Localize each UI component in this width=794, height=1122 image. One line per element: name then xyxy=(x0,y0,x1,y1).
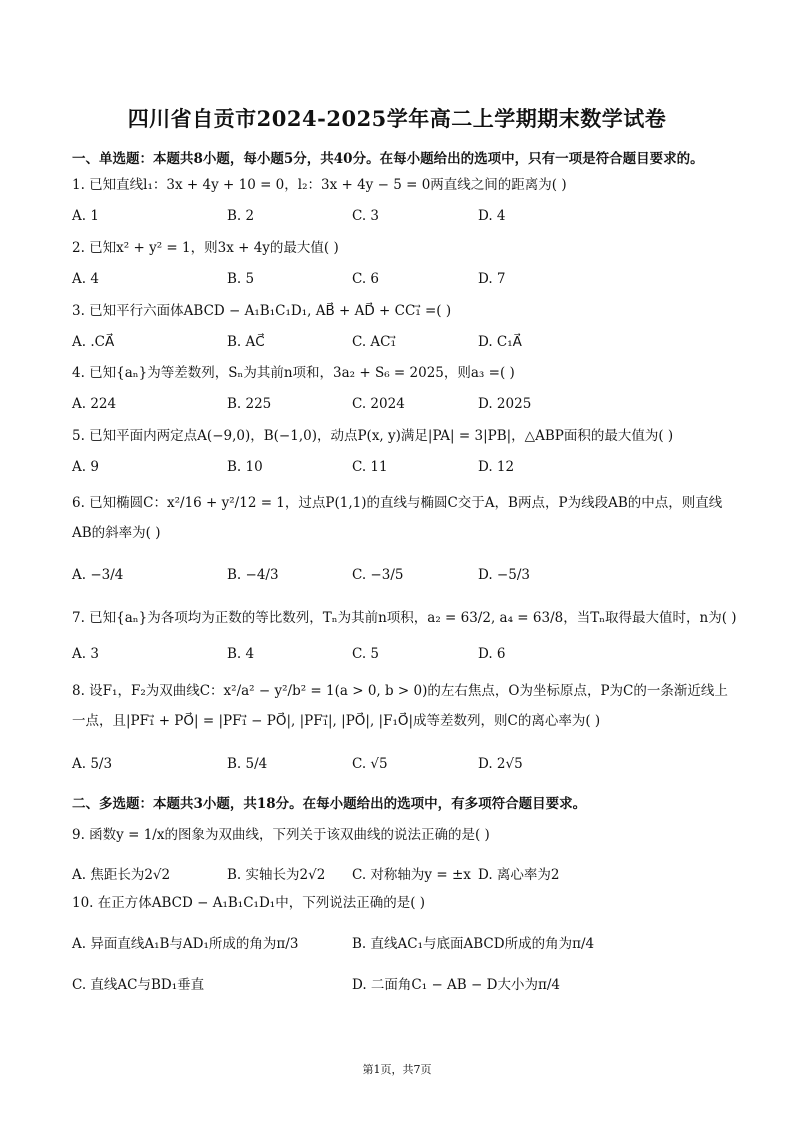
option-c: C. −3/5 xyxy=(352,567,404,583)
option-d: D. 二面角C₁ − AB − D大小为π/4 xyxy=(352,977,560,993)
question-7: 7. 已知{aₙ}为各项均为正数的等比数列，Tₙ为其前n项积，a₂ = 63/2, a₄ = 63/8，当Tₙ取得最大值时，n为( ) xyxy=(72,610,737,626)
question-8: 8. 设F₁，F₂为双曲线C：x²/a² − y²/b² = 1(a > 0, b > 0)的左右焦点，O为坐标原点，P为C的一条渐近线上一点，且|PF₁⃗ + PO⃗| = |PF₁⃗ − PO⃗|, |PF₁⃗|, |PO⃗|, |F₁O⃗|成等差数列，则C的离心率为( ) xyxy=(72,683,728,729)
option-c: C. 直线AC与BD₁垂直 xyxy=(72,977,205,993)
option-d: D. −5/3 xyxy=(478,567,530,583)
option-b: B. −4/3 xyxy=(227,567,279,583)
option-c: C. 5 xyxy=(352,646,380,662)
option-a: A. 5/3 xyxy=(72,756,113,772)
option-d: D. 2√5 xyxy=(478,756,523,772)
option-b: B. 4 xyxy=(227,646,255,662)
question-7-options xyxy=(72,646,732,668)
question-6: 6. 已知椭圆C：x²/16 + y²/12 = 1，过点P(1,1)的直线与椭圆C交于A，B两点，P为线段AB的中点，则直线AB的斜率为( ) xyxy=(72,495,723,541)
question-4-options xyxy=(72,396,732,418)
question-9: 9. 函数y = 1/x的图象为双曲线，下列关于该双曲线的说法正确的是( ) xyxy=(72,827,490,843)
option-d: D. C₁A⃗ xyxy=(478,334,522,350)
question-1: 1. 已知直线l₁：3x + 4y + 10 = 0，l₂：3x + 4y − 5 = 0两直线之间的距离为( ) xyxy=(72,177,567,193)
page-title: 四川省自贡市2024-2025学年高二上学期期末数学试卷 xyxy=(127,106,667,131)
question-10-options-row-1 xyxy=(72,932,732,954)
option-d: D. 7 xyxy=(478,271,506,287)
option-b: B. 5 xyxy=(227,271,255,287)
option-c: C. 6 xyxy=(352,271,380,287)
option-b: B. AC⃗ xyxy=(227,334,265,350)
option-a: A. 焦距长为2√2 xyxy=(72,867,171,883)
option-d: D. 离心率为2 xyxy=(478,867,560,883)
option-c: C. √5 xyxy=(352,756,388,772)
option-c: C. 11 xyxy=(352,459,388,475)
option-b: B. 实轴长为2√2 xyxy=(227,867,326,883)
option-a: A. 9 xyxy=(72,459,99,475)
option-a: A. 异面直线A₁B与AD₁所成的角为π/3 xyxy=(72,936,299,952)
option-b: B. 10 xyxy=(227,459,263,475)
question-9-options xyxy=(72,863,732,885)
question-5-options xyxy=(72,459,732,481)
option-a: A. 224 xyxy=(72,396,117,412)
option-a: A. .CA⃗ xyxy=(72,334,115,350)
question-6-options xyxy=(72,567,732,589)
option-b: B. 2 xyxy=(227,208,255,224)
question-2-options xyxy=(72,271,732,293)
question-5: 5. 已知平面内两定点A(−9,0)，B(−1,0)，动点P(x, y)满足|PA| = 3|PB|，△ABP面积的最大值为( ) xyxy=(72,428,674,444)
option-d: D. 4 xyxy=(478,208,506,224)
section-heading-multiple-choice: 二、多选题：本题共3小题，共18分。在每小题给出的选项中，有多项符合题目要求。 xyxy=(72,796,587,812)
option-a: A. 4 xyxy=(72,271,99,287)
option-c: C. 对称轴为y = ±x xyxy=(352,867,471,883)
option-c: C. AC₁⃗ xyxy=(352,334,396,350)
question-4: 4. 已知{aₙ}为等差数列，Sₙ为其前n项和，3a₂ + S₆ = 2025，则a₃ =( ) xyxy=(72,365,515,381)
question-10-options-row-2 xyxy=(72,973,732,995)
question-3: 3. 已知平行六面体ABCD − A₁B₁C₁D₁, AB⃗ + AD⃗ + CC₁⃗ =( ) xyxy=(72,303,452,319)
option-d: D. 6 xyxy=(478,646,506,662)
option-d: D. 2025 xyxy=(478,396,532,412)
option-a: A. 1 xyxy=(72,208,99,224)
option-a: A. −3/4 xyxy=(72,567,124,583)
question-3-options xyxy=(72,334,732,356)
option-c: C. 3 xyxy=(352,208,380,224)
option-b: B. 225 xyxy=(227,396,272,412)
question-10: 10. 在正方体ABCD − A₁B₁C₁D₁中，下列说法正确的是( ) xyxy=(72,895,426,911)
option-b: B. 直线AC₁与底面ABCD所成的角为π/4 xyxy=(352,936,595,952)
page-footer: 第1页，共7页 xyxy=(362,1063,432,1076)
option-c: C. 2024 xyxy=(352,396,405,412)
option-d: D. 12 xyxy=(478,459,515,475)
question-8-options xyxy=(72,756,732,778)
question-1-options xyxy=(72,208,732,230)
question-2: 2. 已知x² + y² = 1，则3x + 4y的最大值( ) xyxy=(72,240,339,256)
option-a: A. 3 xyxy=(72,646,99,662)
section-heading-single-choice: 一、单选题：本题共8小题，每小题5分，共40分。在每小题给出的选项中，只有一项是符合题目要求的。 xyxy=(72,151,704,167)
option-b: B. 5/4 xyxy=(227,756,268,772)
